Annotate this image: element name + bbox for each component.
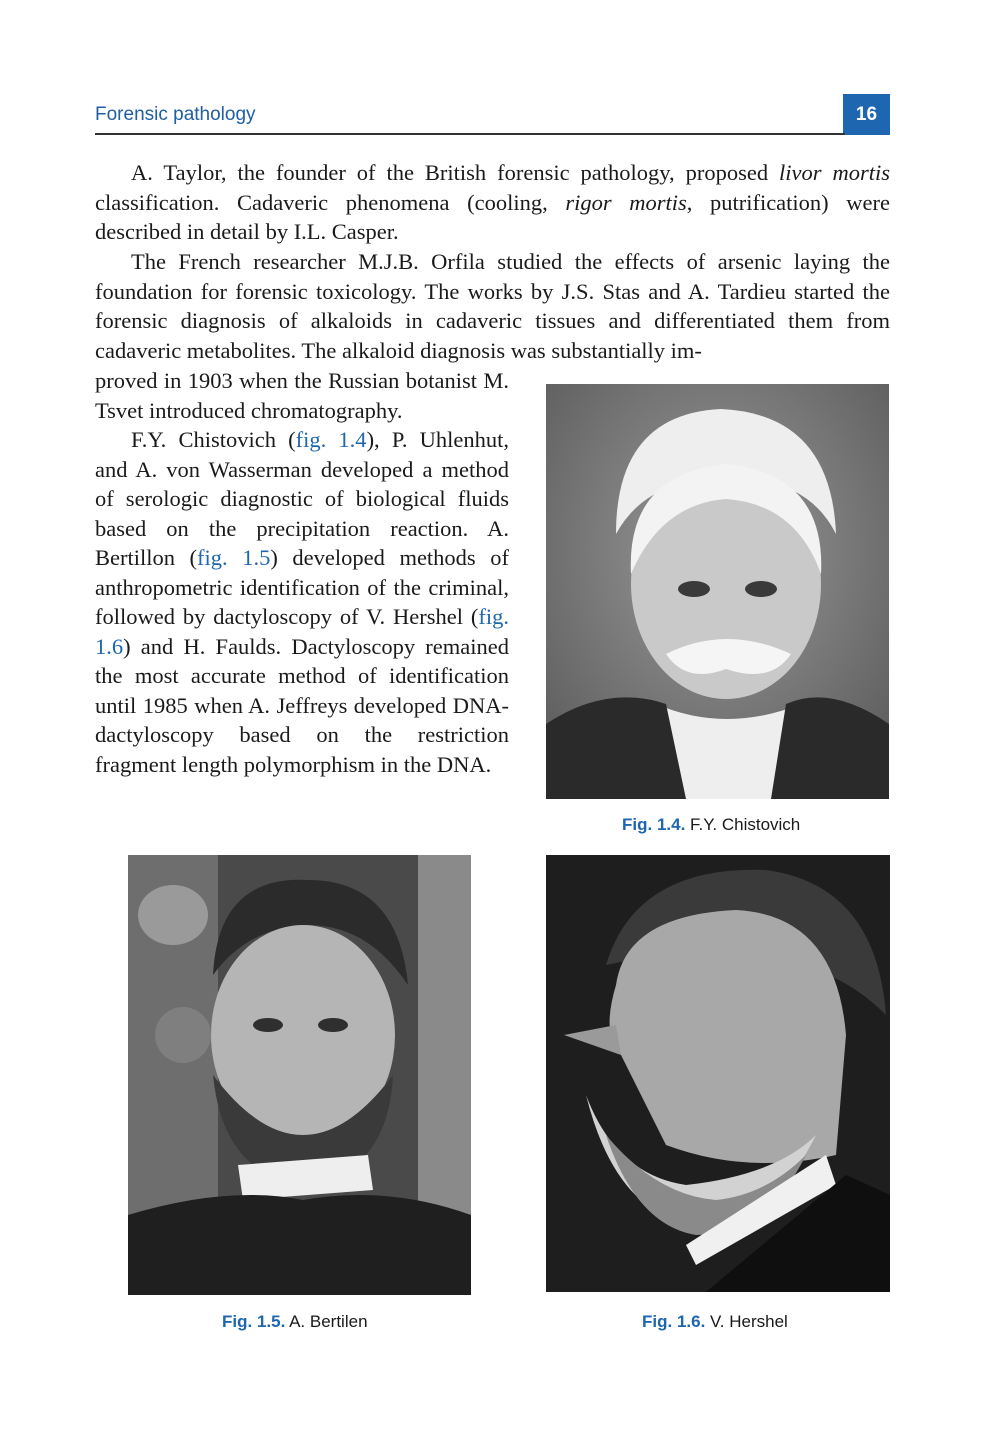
portrait-hershel-photo — [546, 855, 890, 1292]
figure-caption-text: F.Y. Chistovich — [690, 815, 801, 834]
running-head: Forensic pathology — [95, 104, 256, 125]
paragraph-text: ) developed methods of anthropometric identification of the criminal, followed by dactyloscopy of V. Hershel ( — [95, 545, 509, 629]
figure-caption-text: V. Hershel — [710, 1312, 788, 1331]
figure-caption-1-4 — [622, 815, 800, 835]
paragraph-orfila: The French researcher M.J.B. Orfila studied the effects of arsenic laying the foundation for forensic toxicology. The works by J.S. Stas and A. Tardieu started the forensic diagnosis of alkaloids in cadaveric tissues and differentiated them from cadaveric metabolites. The alkaloid diagnosis was substantially im- — [95, 249, 890, 363]
figure-caption-1-6 — [642, 1312, 788, 1332]
figure-link-1-4[interactable]: fig. 1.4 — [295, 427, 367, 452]
figure-label: Fig. 1.5. — [222, 1312, 286, 1331]
figure-caption-1-5 — [222, 1312, 368, 1332]
portrait-bertilen-photo — [128, 855, 471, 1295]
italic-term: livor mortis — [779, 160, 890, 185]
figure-link-1-5[interactable]: fig. 1.5 — [197, 545, 271, 570]
paragraph-taylor — [95, 158, 890, 247]
paragraph-tsvet: proved in 1903 when the Russian botanist M. Tsvet introduced chromatography. — [95, 368, 509, 423]
portrait-chistovich-photo — [546, 384, 889, 799]
figure-label: Fig. 1.6. — [642, 1312, 706, 1331]
paragraph-text: A. Taylor, the founder of the British forensic pathology, proposed — [131, 160, 780, 185]
paragraph-chistovich — [95, 425, 509, 779]
paragraph-text: F.Y. Chistovich ( — [131, 427, 296, 452]
page-header — [95, 94, 890, 134]
paragraph-text: classification. Cadaveric phenomena (cooling, — [95, 189, 566, 215]
paragraph-text: ), P. Uhlenhut, and A. von Wasserman developed a method of serologic diagnostic of biological fluids based on the precipitation reaction. A. Bertillon ( — [95, 427, 510, 570]
figure-caption-text: A. Bertilen — [289, 1312, 368, 1331]
italic-term: rigor mortis — [565, 189, 687, 215]
header-rule — [95, 133, 845, 135]
page-number: 16 — [843, 94, 890, 135]
figure-label: Fig. 1.4. — [622, 815, 686, 834]
paragraph-text: , putrification) were described in detail by I.L. Casper. — [95, 189, 890, 244]
figure-link-1-6[interactable]: fig. 1.6 — [95, 604, 509, 659]
paragraph-text: ) and H. Faulds. Dactyloscopy remained the most accurate method of identification until 1985 when A. Jeffreys developed DNA-dactyloscopy based on the restriction fragment length polymorphism in the DNA. — [95, 633, 509, 777]
